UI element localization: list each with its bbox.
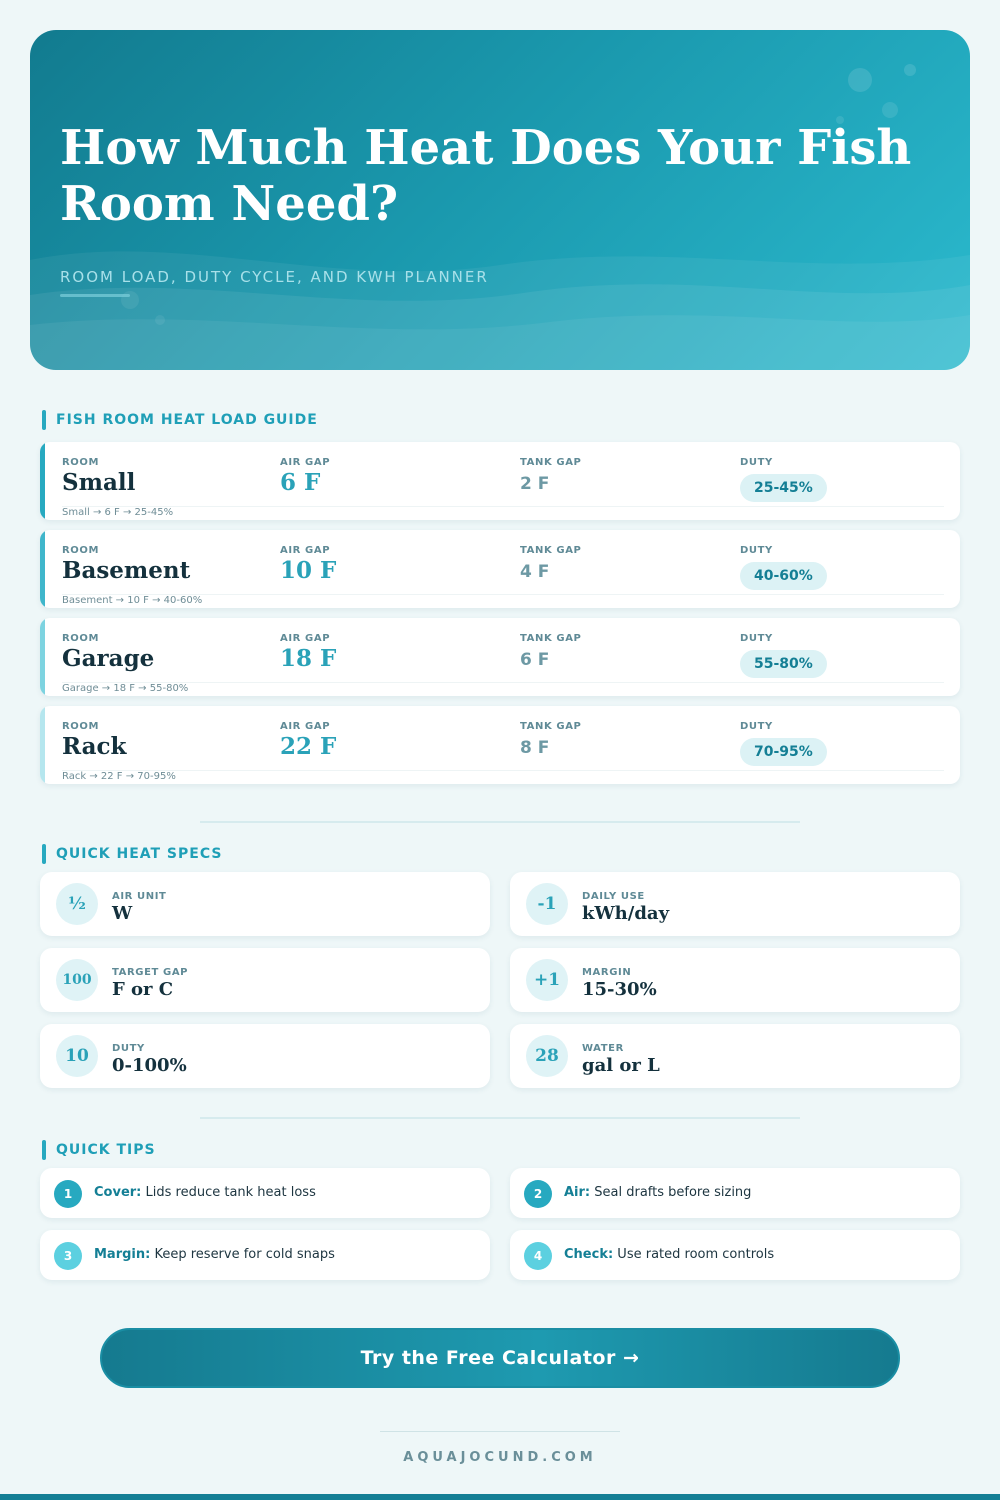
room-name: Small bbox=[62, 469, 136, 496]
spec-value: F or C bbox=[112, 979, 174, 1000]
tank-gap-value: 4 F bbox=[520, 562, 550, 582]
spec-label: DAILY USE bbox=[582, 891, 645, 902]
spec-card-target-gap bbox=[40, 948, 490, 1012]
row-accent bbox=[40, 618, 45, 696]
spec-value: 15-30% bbox=[582, 979, 657, 1000]
tip-number: 1 bbox=[54, 1180, 82, 1208]
bottom-accent-bar bbox=[0, 1494, 1000, 1500]
footer-divider bbox=[380, 1431, 620, 1432]
tip-body: Keep reserve for cold snaps bbox=[150, 1247, 335, 1262]
duty-label: DUTY bbox=[740, 721, 773, 732]
heading-accent-bar bbox=[42, 844, 46, 864]
room-row-garage bbox=[40, 618, 960, 696]
room-label: ROOM bbox=[62, 633, 100, 644]
heading-accent-bar bbox=[42, 410, 46, 430]
tips-heading-text: QUICK TIPS bbox=[56, 1142, 156, 1158]
tip-text bbox=[94, 1247, 335, 1262]
air-gap-label: AIR GAP bbox=[280, 721, 331, 732]
tip-card-air bbox=[510, 1168, 960, 1218]
air-gap-label: AIR GAP bbox=[280, 545, 331, 556]
spec-value: 0-100% bbox=[112, 1055, 187, 1076]
footer-site-link[interactable]: AQUAJOCUND.COM bbox=[403, 1450, 597, 1465]
spec-value: W bbox=[112, 903, 133, 924]
air-gap-value: 22 F bbox=[280, 733, 337, 760]
tip-number: 4 bbox=[524, 1242, 552, 1270]
duty-badge: 40-60% bbox=[740, 562, 827, 590]
tip-text bbox=[564, 1185, 751, 1200]
air-gap-label: AIR GAP bbox=[280, 457, 331, 468]
spec-badge: 28 bbox=[526, 1035, 568, 1077]
tip-key: Margin: bbox=[94, 1247, 151, 1262]
room-label: ROOM bbox=[62, 721, 100, 732]
spec-value: gal or L bbox=[582, 1055, 660, 1076]
tip-key: Cover: bbox=[94, 1185, 142, 1200]
specs-heading bbox=[42, 844, 222, 864]
spec-label: TARGET GAP bbox=[112, 967, 189, 978]
duty-label: DUTY bbox=[740, 633, 773, 644]
spec-badge: +1 bbox=[526, 959, 568, 1001]
tank-gap-label: TANK GAP bbox=[520, 545, 582, 556]
guide-heading-text: FISH ROOM HEAT LOAD GUIDE bbox=[56, 412, 318, 428]
duty-label: DUTY bbox=[740, 545, 773, 556]
tank-gap-label: TANK GAP bbox=[520, 633, 582, 644]
row-summary: Rack → 22 F → 70-95% bbox=[62, 771, 176, 782]
specs-heading-text: QUICK HEAT SPECS bbox=[56, 846, 223, 862]
duty-badge: 55-80% bbox=[740, 650, 827, 678]
room-label: ROOM bbox=[62, 545, 100, 556]
tip-body: Lids reduce tank heat loss bbox=[141, 1185, 316, 1200]
row-divider bbox=[62, 770, 944, 771]
room-name: Rack bbox=[62, 733, 127, 760]
row-summary: Small → 6 F → 25-45% bbox=[62, 507, 174, 518]
room-name: Basement bbox=[62, 557, 191, 584]
tip-card-cover bbox=[40, 1168, 490, 1218]
tank-gap-value: 6 F bbox=[520, 650, 550, 670]
tip-text bbox=[564, 1247, 774, 1262]
air-gap-value: 18 F bbox=[280, 645, 337, 672]
room-row-small bbox=[40, 442, 960, 520]
duty-badge: 25-45% bbox=[740, 474, 827, 502]
tip-card-margin bbox=[40, 1230, 490, 1280]
duty-badge: 70-95% bbox=[740, 738, 827, 766]
spec-label: MARGIN bbox=[582, 967, 632, 978]
spec-badge: 100 bbox=[56, 959, 98, 1001]
spec-value: kWh/day bbox=[582, 903, 670, 924]
spec-label: AIR UNIT bbox=[112, 891, 167, 902]
tip-number: 3 bbox=[54, 1242, 82, 1270]
room-row-rack bbox=[40, 706, 960, 784]
section-divider bbox=[200, 821, 800, 823]
spec-card-air-unit bbox=[40, 872, 490, 936]
row-accent bbox=[40, 442, 45, 520]
hero-banner bbox=[30, 30, 970, 370]
spec-card-water bbox=[510, 1024, 960, 1088]
tank-gap-label: TANK GAP bbox=[520, 721, 582, 732]
tip-key: Air: bbox=[564, 1185, 591, 1200]
air-gap-value: 6 F bbox=[280, 469, 321, 496]
spec-card-margin bbox=[510, 948, 960, 1012]
row-divider bbox=[62, 682, 944, 683]
tip-card-check bbox=[510, 1230, 960, 1280]
tip-number: 2 bbox=[524, 1180, 552, 1208]
room-label: ROOM bbox=[62, 457, 100, 468]
guide-heading bbox=[42, 410, 318, 430]
room-name: Garage bbox=[62, 645, 155, 672]
tip-body: Use rated room controls bbox=[613, 1247, 775, 1262]
spec-badge: -1 bbox=[526, 883, 568, 925]
page-subtitle: ROOM LOAD, DUTY CYCLE, AND KWH PLANNER bbox=[60, 268, 489, 286]
spec-badge: ½ bbox=[56, 883, 98, 925]
tank-gap-label: TANK GAP bbox=[520, 457, 582, 468]
row-summary: Garage → 18 F → 55-80% bbox=[62, 683, 189, 694]
air-gap-value: 10 F bbox=[280, 557, 337, 584]
tip-key: Check: bbox=[564, 1247, 614, 1262]
spec-label: WATER bbox=[582, 1043, 624, 1054]
air-gap-label: AIR GAP bbox=[280, 633, 331, 644]
tips-heading bbox=[42, 1140, 156, 1160]
row-accent bbox=[40, 706, 45, 784]
row-divider bbox=[62, 506, 944, 507]
tip-body: Seal drafts before sizing bbox=[590, 1185, 752, 1200]
page-title: How Much Heat Does Your Fish Room Need? bbox=[60, 120, 912, 232]
duty-label: DUTY bbox=[740, 457, 773, 468]
tank-gap-value: 8 F bbox=[520, 738, 550, 758]
calculator-cta-button[interactable]: Try the Free Calculator → bbox=[100, 1328, 900, 1388]
spec-card-daily-use bbox=[510, 872, 960, 936]
spec-card-duty bbox=[40, 1024, 490, 1088]
row-summary: Basement → 10 F → 40-60% bbox=[62, 595, 203, 606]
heading-accent-bar bbox=[42, 1140, 46, 1160]
row-accent bbox=[40, 530, 45, 608]
tip-text bbox=[94, 1185, 316, 1200]
subtitle-underline bbox=[60, 294, 130, 297]
spec-label: DUTY bbox=[112, 1043, 145, 1054]
tank-gap-value: 2 F bbox=[520, 474, 550, 494]
room-row-basement bbox=[40, 530, 960, 608]
section-divider bbox=[200, 1117, 800, 1119]
spec-badge: 10 bbox=[56, 1035, 98, 1077]
